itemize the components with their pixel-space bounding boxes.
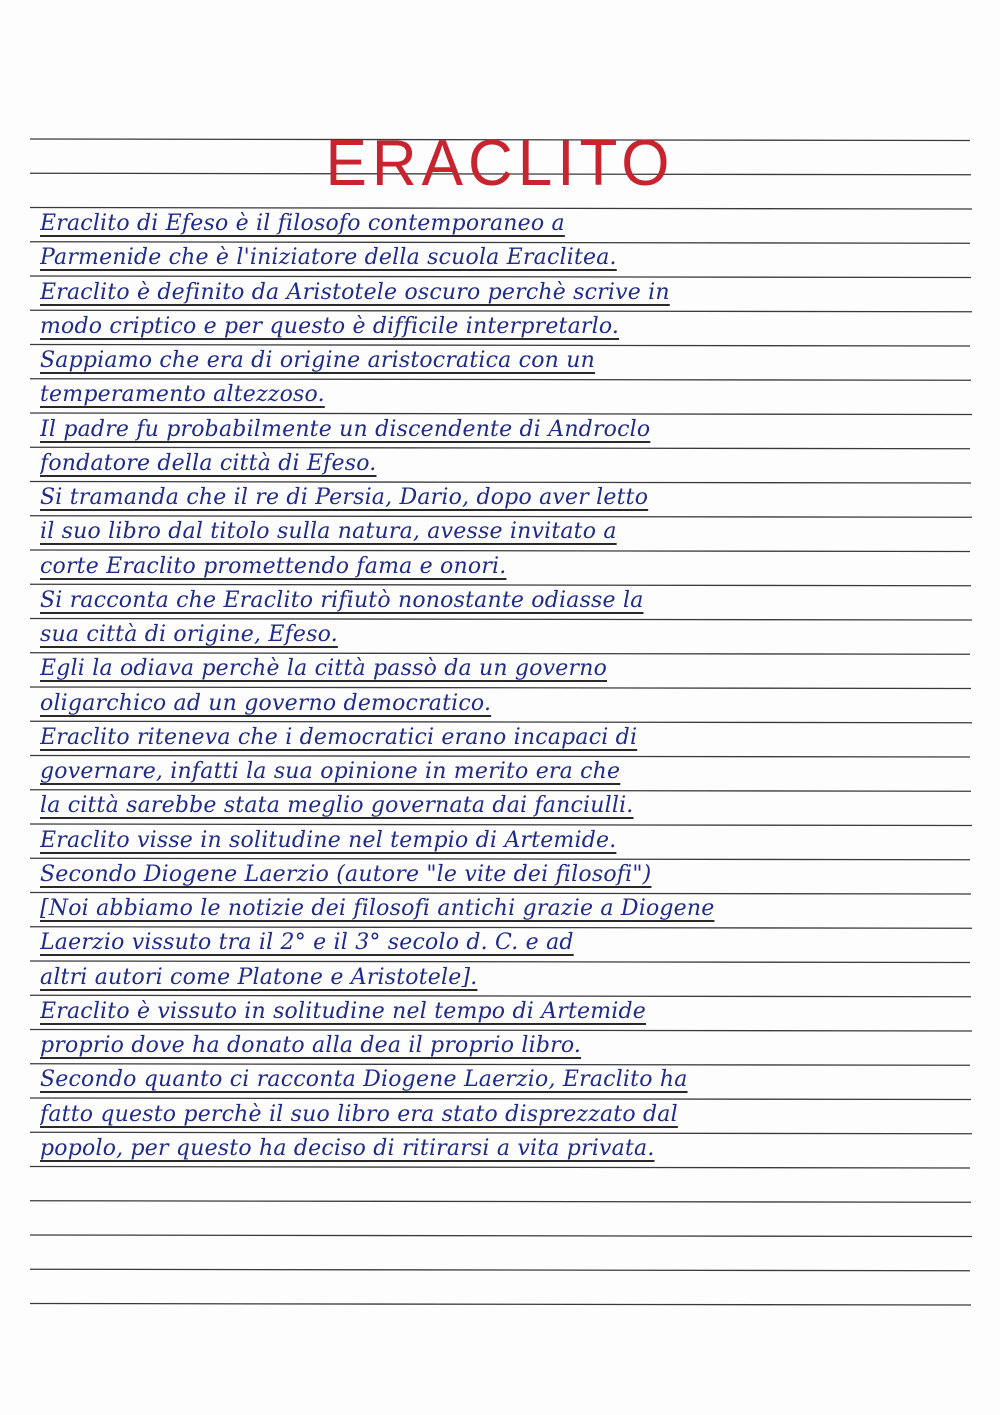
text-line: Si tramanda che il re di Persia, Dario, dopo aver letto [40,485,649,510]
ruled-line [30,1235,972,1237]
text-line: Parmenide che è l'iniziatore della scuola Eraclitea. [40,245,617,271]
text-line: oligarchico ad un governo democratico. [40,690,492,716]
text-line: Secondo Diogene Laerzio (autore "le vite dei filosofi") [40,861,652,887]
text-line: Laerzio vissuto tra il 2° e il 3° secolo d. C. e ad [40,930,574,956]
text-line: Egli la odiava perchè la città passò da un governo [40,656,608,682]
text-line: Eraclito riteneva che i democratici erano incapaci di [40,724,638,750]
text-line: fatto questo perchè il suo libro era stato disprezzato dal [40,1101,678,1127]
text-line: popolo, per questo ha deciso di ritirarsi a vita privata. [40,1135,655,1161]
ruled-line [30,1167,970,1169]
ruled-line [30,1201,971,1203]
handwritten-text [40,207,970,1166]
text-line: governare, infatti la sua opinione in merito era che [40,759,621,784]
ruled-line [30,1269,970,1271]
text-line: Eraclito visse in solitudine nel tempio di Artemide. [40,827,617,853]
text-line: Sappiamo che era di origine aristocratica con un [40,348,595,373]
text-line: proprio dove ha donato alla dea il proprio libro. [40,1033,582,1058]
text-line: il suo libro dal titolo sulla natura, avesse invitato a [40,519,617,545]
text-line: Il padre fu probabilmente un discendente di Androclo [40,416,651,442]
text-line: modo criptico e per questo è difficile interpretarlo. [40,313,620,339]
text-line: sua città di origine, Efeso. [40,622,338,647]
ruled-line [30,1304,971,1306]
page-title: ERACLITO [325,127,675,200]
text-line: corte Eraclito promettendo fama e onori. [40,553,507,579]
text-line: Secondo quanto ci racconta Diogene Laerzio, Eraclito ha [40,1067,688,1093]
text-line: Eraclito è definito da Aristotele oscuro perchè scrive in [40,279,670,305]
text-line: [Noi abbiamo le notizie dei filosofi antichi grazie a Diogene [40,896,715,921]
text-line: la città sarebbe stata meglio governata dai fanciulli. [40,793,634,819]
text-line: fondatore della città di Efeso. [40,450,377,476]
text-line: temperamento altezzoso. [40,382,325,408]
text-line: Eraclito di Efeso è il filosofo contemporaneo a [40,211,565,236]
text-line: Eraclito è vissuto in solitudine nel tempo di Artemide [40,998,647,1024]
text-line: altri autori come Platone e Aristotele]. [40,964,478,990]
text-line: Si racconta che Eraclito rifiutò nonostante odiasse la [40,587,644,613]
